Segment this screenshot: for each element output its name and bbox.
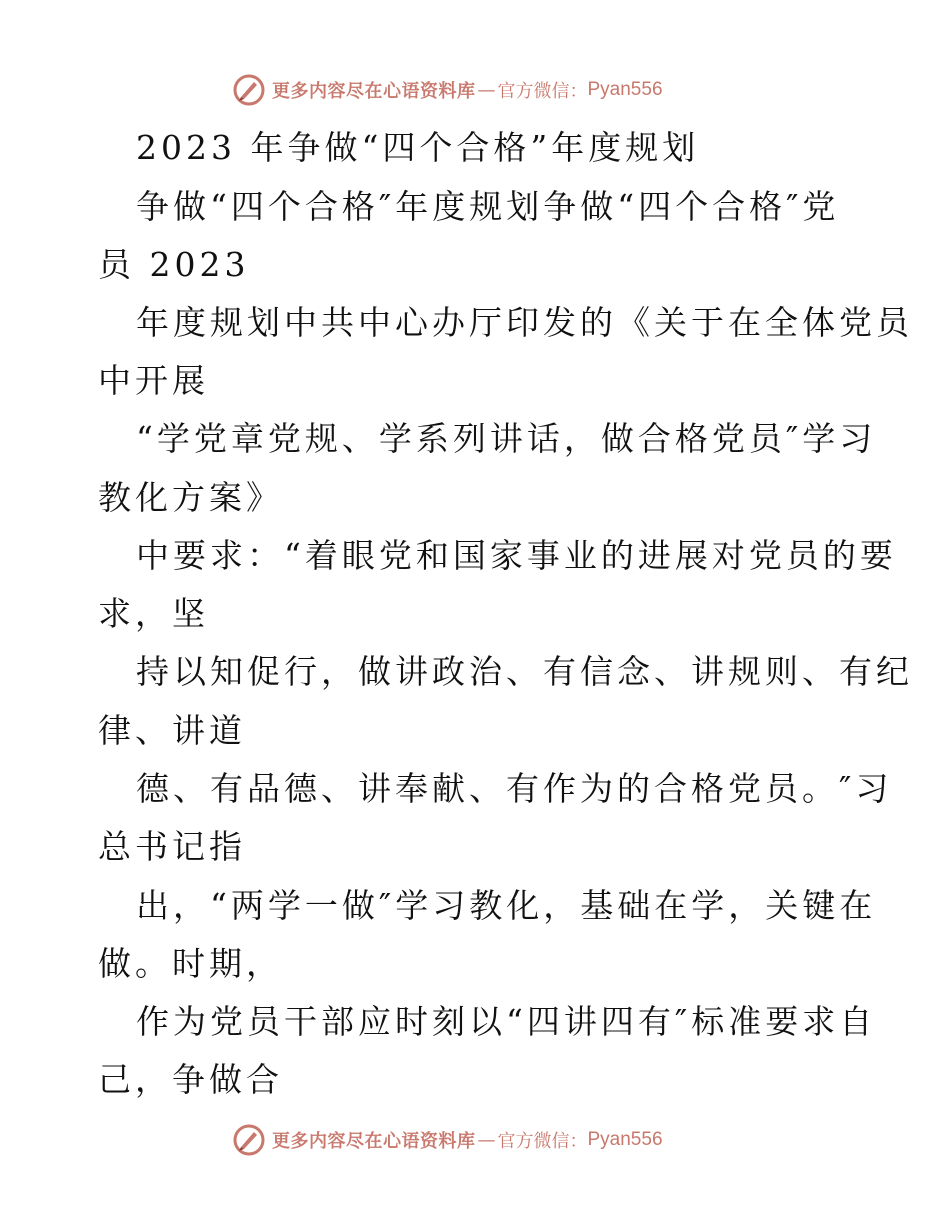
paragraph-line: 中要求：“着眼党和国家事业的进展对党员的要 bbox=[136, 536, 897, 575]
paragraph-line: “学党章党规、学系列讲话，做合格党员″学习 bbox=[136, 419, 877, 458]
footer-watermark bbox=[232, 1122, 663, 1158]
paragraph-line: 员 2023 bbox=[98, 245, 250, 284]
watermark-separator: — bbox=[477, 79, 496, 101]
document-title: 2023 年争做“四个合格”年度规划 bbox=[136, 128, 700, 167]
watermark-separator: — bbox=[477, 1129, 496, 1151]
paragraph-line: 求，坚 bbox=[98, 594, 209, 633]
brush-pen-logo-icon bbox=[232, 73, 266, 107]
watermark-wechat-label: 官方微信： bbox=[497, 1131, 588, 1152]
paragraph-line: 律、讲道 bbox=[98, 711, 246, 750]
header-watermark bbox=[232, 72, 663, 108]
paragraph-line: 年度规划中共中心办厅印发的《关于在全体党员 bbox=[136, 303, 913, 342]
watermark-wechat-id: Pyan556 bbox=[587, 1129, 663, 1150]
paragraph-line: 教化方案》 bbox=[98, 478, 283, 517]
watermark-wechat-id: Pyan556 bbox=[587, 79, 663, 100]
paragraph-line: 持以知促行，做讲政治、有信念、讲规则、有纪 bbox=[136, 652, 913, 691]
paragraph-line: 作为党员干部应时刻以“四讲四有″标准要求自 bbox=[136, 1002, 877, 1041]
paragraph-line: 德、有品德、讲奉献、有作为的合格党员。″习 bbox=[136, 769, 893, 808]
paragraph-line: 总书记指 bbox=[98, 827, 246, 866]
watermark-brand: 更多内容尽在心语资料库 bbox=[272, 1131, 476, 1152]
watermark-wechat-label: 官方微信： bbox=[497, 81, 588, 102]
paragraph-line: 争做“四个合格″年度规划争做“四个合格″党 bbox=[136, 187, 840, 226]
watermark-brand: 更多内容尽在心语资料库 bbox=[272, 81, 476, 102]
paragraph-line: 出，“两学一做″学习教化，基础在学，关键在 bbox=[136, 886, 877, 925]
brush-pen-logo-icon bbox=[232, 1123, 266, 1157]
paragraph-line: 己，争做合 bbox=[98, 1060, 283, 1099]
paragraph-line: 做。时期， bbox=[98, 944, 283, 983]
paragraph-line: 中开展 bbox=[98, 361, 209, 400]
